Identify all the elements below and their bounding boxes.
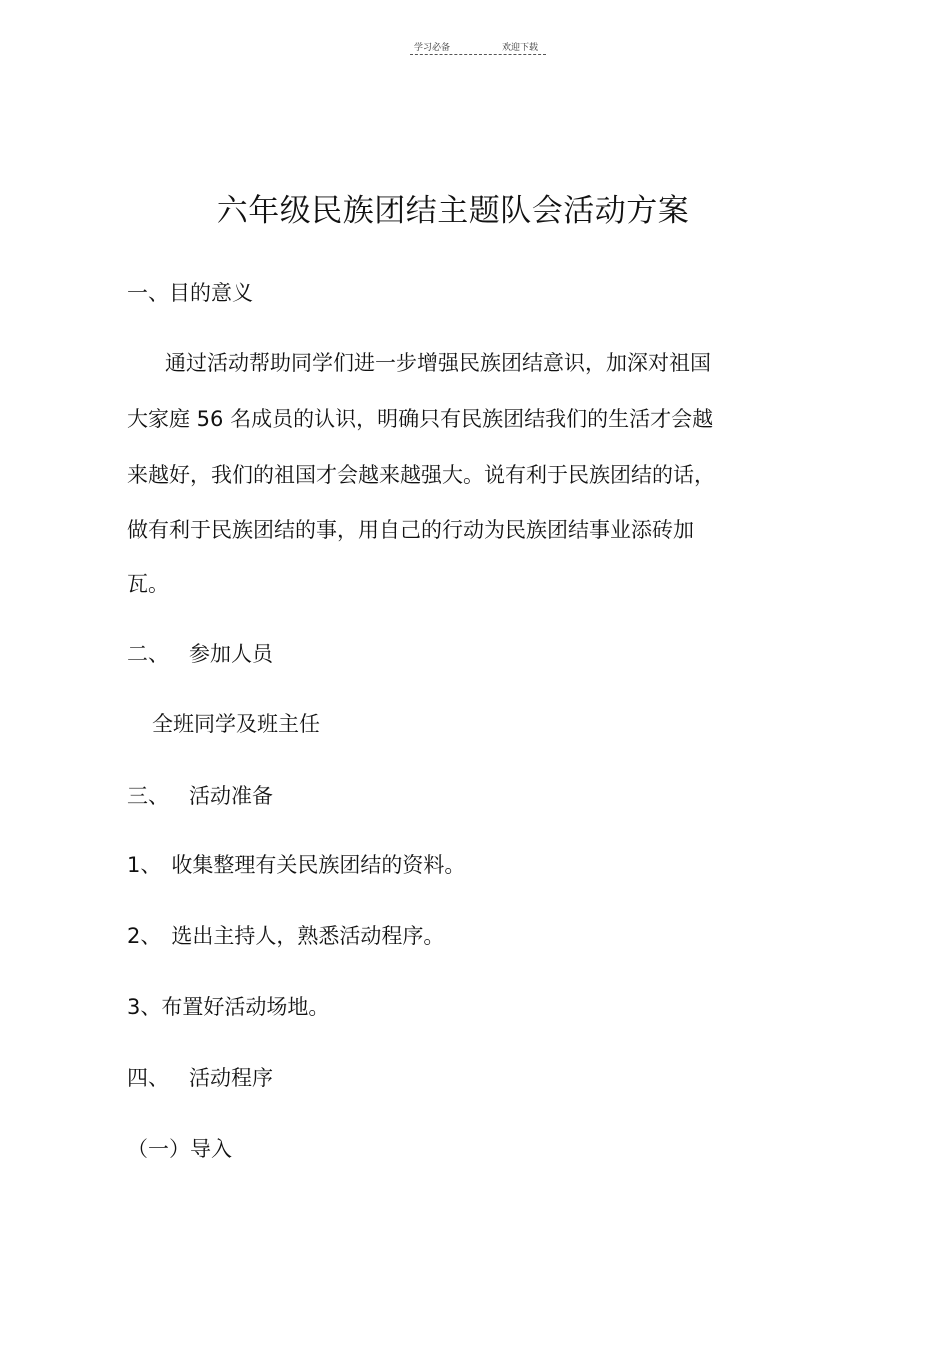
prep-item-2-text: 选出主持人，熟悉活动程序。 [171, 924, 445, 948]
section-4-title: 活动程序 [189, 1066, 273, 1090]
paragraph-line-4: 做有利于民族团结的事，用自己的行动为民族团结事业添砖加 [127, 518, 694, 542]
section-4-heading [127, 1062, 273, 1092]
section-3-number: 三、 [127, 784, 169, 808]
page-header [410, 38, 546, 58]
paragraph-line-1: 通过活动帮助同学们进一步增强民族团结意识，加深对祖国 [165, 351, 711, 375]
header-divider [410, 54, 546, 55]
prep-item-3-number: 3、 [127, 995, 162, 1019]
section-3-title: 活动准备 [189, 784, 273, 808]
section-1-heading: 一、目的意义 [127, 281, 253, 305]
paragraph-line-5: 瓦。 [127, 572, 169, 596]
prep-item-1-text: 收集整理有关民族团结的资料。 [171, 853, 466, 877]
prep-item-2 [127, 920, 444, 950]
prep-item-3 [127, 991, 329, 1021]
prep-item-3-text: 布置好活动场地。 [161, 995, 330, 1019]
prep-item-2-number: 2、 [127, 924, 162, 948]
prep-item-1-number: 1、 [127, 853, 162, 877]
prep-item-1 [127, 849, 465, 879]
paragraph-line-3: 来越好，我们的祖国才会越来越强大。说有利于民族团结的话， [127, 463, 715, 487]
header-right-text: 欢迎下载 [502, 43, 539, 53]
section-3-heading [127, 780, 273, 810]
section-4-number: 四、 [127, 1066, 169, 1090]
section-2-heading [127, 638, 273, 668]
section-2-number: 二、 [127, 642, 169, 666]
section-4-subheading: （一）导入 [127, 1137, 232, 1161]
header-left-text: 学习必备 [414, 43, 451, 53]
section-2-content: 全班同学及班主任 [152, 712, 320, 736]
document-title: 六年级民族团结主题队会活动方案 [216, 193, 690, 229]
section-2-title: 参加人员 [189, 642, 273, 666]
paragraph-line-2: 大家庭 56 名成员的认识，明确只有民族团结我们的生活才会越 [127, 407, 714, 431]
